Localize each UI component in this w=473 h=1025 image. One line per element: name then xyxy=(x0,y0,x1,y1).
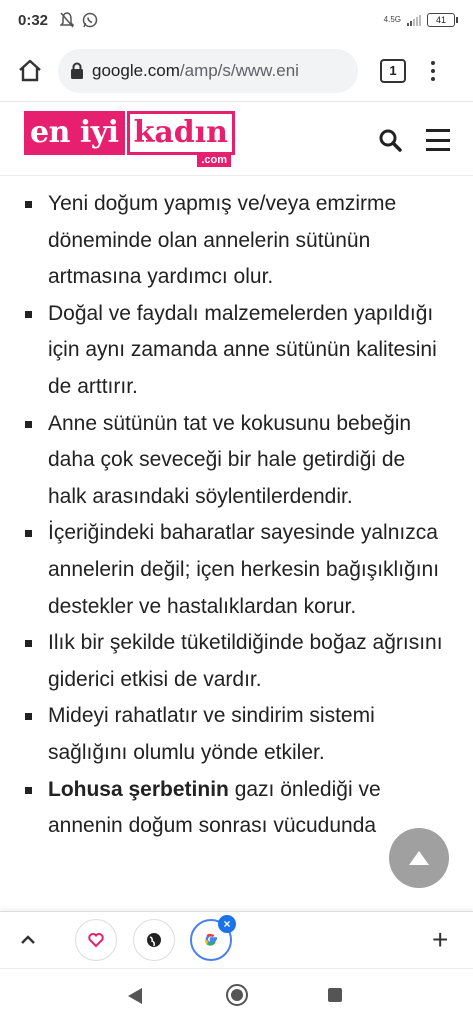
tab-strip xyxy=(0,911,473,969)
browser-toolbar xyxy=(0,40,473,102)
bullet-icon xyxy=(25,311,32,318)
tab-globe[interactable] xyxy=(133,919,175,961)
hamburger-menu-icon[interactable] xyxy=(426,129,450,151)
status-time: 0:32 xyxy=(18,11,49,29)
google-favicon-icon xyxy=(202,931,220,949)
lock-icon xyxy=(70,62,84,80)
bullet-icon xyxy=(25,201,32,208)
arrow-up-icon xyxy=(409,851,429,865)
signal-strength-icon xyxy=(407,15,421,26)
bullet-icon xyxy=(25,530,32,537)
scroll-to-top-button[interactable] xyxy=(389,828,449,888)
back-icon[interactable] xyxy=(128,988,142,1004)
browser-menu-button[interactable] xyxy=(428,61,438,81)
list-item xyxy=(22,186,445,296)
bullet-icon xyxy=(25,421,32,428)
list-item xyxy=(22,515,445,625)
recents-icon[interactable] xyxy=(328,988,342,1002)
tab-google-active[interactable] xyxy=(190,919,232,961)
site-header xyxy=(0,103,473,176)
list-item xyxy=(22,406,445,516)
list-item-text: Anne sütünün tat ve kokusunu bebeğin daha çok seveceği bir hale getirdiği de halk arasındaki söylentilerdendir. xyxy=(48,411,412,508)
chevron-up-icon[interactable] xyxy=(18,930,38,950)
tab-switcher-button[interactable]: 1 xyxy=(380,59,406,83)
status-bar xyxy=(0,0,473,40)
bullet-icon xyxy=(25,787,32,794)
status-indicators xyxy=(384,13,455,27)
bullet-icon xyxy=(25,640,32,647)
home-button[interactable] xyxy=(10,51,50,91)
list-item-text: Doğal ve faydalı malzemelerden yapıldığı için aynı zamanda anne sütünün kalitesini de arttırır. xyxy=(48,301,437,398)
close-tab-icon[interactable]: × xyxy=(218,915,236,933)
search-button[interactable] xyxy=(378,128,402,152)
list-item-bold-link[interactable]: Lohusa şerbetinin xyxy=(48,777,229,801)
list-item xyxy=(22,296,445,406)
url-path: /amp/s/www.eni xyxy=(179,60,299,80)
whatsapp-icon xyxy=(82,12,98,28)
url-text xyxy=(92,61,299,81)
status-notification-icons xyxy=(60,12,98,28)
home-circle-icon[interactable] xyxy=(226,984,248,1006)
list-item-text: Mideyi rahatlatır ve sindirim sistemi sağlığını olumlu yönde etkiler. xyxy=(48,704,375,764)
home-icon xyxy=(17,59,43,83)
benefits-list xyxy=(0,176,473,845)
list-item-text: gazı önlediği ve annenin doğum sonrası vücudunda xyxy=(48,777,381,838)
list-item-text: Yeni doğum yapmış ve/veya emzirme döneminde olan annelerin sütünün artmasına yardımcı olur. xyxy=(48,192,397,289)
battery-icon: 41 xyxy=(427,13,455,27)
logo-text-eniyi: en iyi xyxy=(24,111,125,155)
bullet-icon xyxy=(25,713,32,720)
globe-favicon-icon xyxy=(146,932,162,948)
system-nav-bar xyxy=(0,968,473,1025)
search-icon xyxy=(378,128,402,152)
tab-enikadin[interactable] xyxy=(75,919,117,961)
heart-favicon-icon xyxy=(87,931,105,949)
list-item-text: İçeriğindeki baharatlar sayesinde yalnızca annelerin değil; içen herkesin bağışıklığını destekler ve hastalıklardan korur. xyxy=(48,521,440,618)
new-tab-button[interactable]: + xyxy=(432,924,449,955)
article-content xyxy=(0,176,473,911)
logo-text-kadin: kadın xyxy=(127,111,235,155)
list-item xyxy=(22,625,445,698)
network-type: 4.5G xyxy=(383,15,401,24)
list-item xyxy=(22,772,445,845)
logo-text-com: .com xyxy=(197,153,231,167)
site-logo[interactable] xyxy=(24,111,235,169)
url-domain: google.com xyxy=(92,60,180,80)
address-bar[interactable] xyxy=(58,49,358,93)
mute-bell-icon xyxy=(60,12,74,28)
list-item-text: Ilık bir şekilde tüketildiğinde boğaz ağrısını giderici etkisi de vardır. xyxy=(48,631,443,691)
list-item xyxy=(22,698,445,771)
